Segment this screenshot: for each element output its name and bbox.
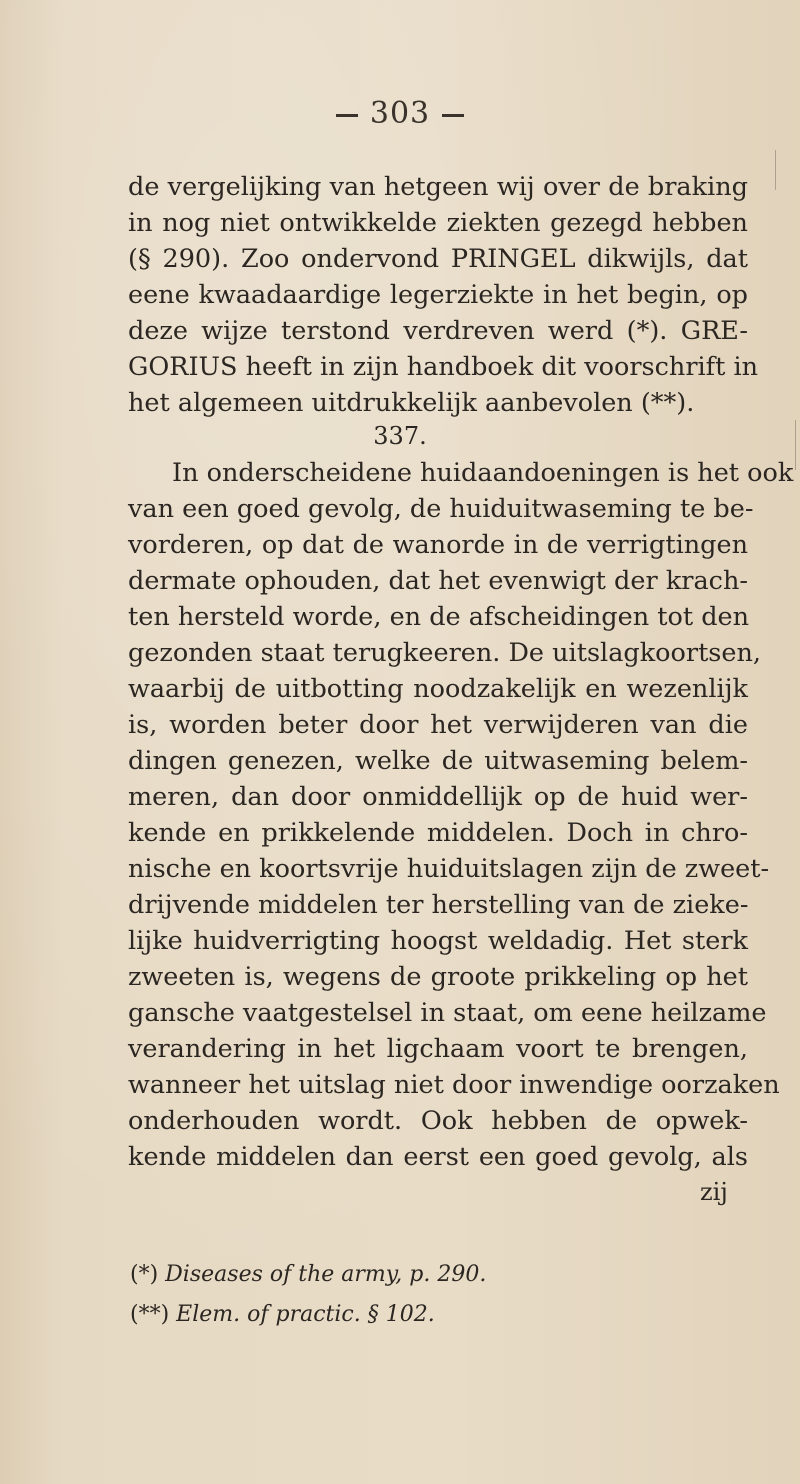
body-line: eene kwaadaardige legerziekte in het begin, op [128,280,748,310]
body-line: gezonden staat terugkeeren. De uitslagkoortsen, [128,638,762,668]
body-line: lijke huidverrigting hoogst weldadig. Het sterk [128,926,748,956]
body-line: waarbij de uitbotting noodzakelijk en wezenlijk [128,674,748,704]
body-line: is, worden beter door het verwijderen van die [128,710,748,740]
body-line: kende middelen dan eerst een goed gevolg, als [128,1142,748,1172]
footnote-mark: (**) [130,1302,170,1327]
body-line: dingen genezen, welke de uitwaseming belem- [128,746,748,776]
body-line: wanneer het uitslag niet door inwendige oorzaken [128,1070,780,1100]
footnote-mark: (*) [130,1262,159,1287]
body-line: het algemeen uitdrukkelijk aanbevolen (**). [128,388,695,418]
footnote [130,1262,486,1287]
body-line: vorderen, op dat de wanorde in de verrigtingen [128,530,748,560]
body-line: deze wijze terstond verdreven werd (*). GRE- [128,316,748,346]
body-line: gansche vaatgestelsel in staat, om eene heilzame [128,998,767,1028]
body-line: GORIUS heeft in zijn handboek dit voorschrift in [128,352,759,382]
body-line: zweeten is, wegens de groote prikkeling op het [128,962,748,992]
body-line: nische en koortsvrije huiduitslagen zijn de zweet- [128,854,770,884]
page-header [0,96,800,131]
body-line: van een goed gevolg, de huiduitwaseming te be- [128,494,754,524]
footnote [130,1302,435,1327]
body-line: kende en prikkelende middelen. Doch in chro- [128,818,748,848]
footnote-text: Elem. of practic. § 102. [176,1302,435,1327]
body-line: meren, dan door onmiddellijk op de huid wer- [128,782,748,812]
body-line: drijvende middelen ter herstelling van de zieke- [128,890,749,920]
header-dash-right [442,114,464,117]
page-number: 303 [369,96,431,131]
body-line: onderhouden wordt. Ook hebben de opwek- [128,1106,748,1136]
footnote-text: Diseases of the army, p. 290. [165,1262,487,1287]
body-line: (§ 290). Zoo ondervond PRINGEL dikwijls, dat [128,244,748,274]
header-dash-left [336,114,358,117]
section-number: 337. [373,422,427,450]
body-line: ten hersteld worde, en de afscheidingen tot den [128,602,750,632]
body-line: verandering in het ligchaam voort te brengen, [128,1034,748,1064]
body-line: in nog niet ontwikkelde ziekten gezegd hebben [128,208,748,238]
catchword: zij [700,1178,728,1206]
body-line: In onderscheidene huidaandoeningen is het ook [172,458,794,488]
page-edge-mark [775,150,776,190]
body-line: de vergelijking van hetgeen wij over de braking [128,172,748,202]
body-line: dermate ophouden, dat het evenwigt der krach- [128,566,748,596]
